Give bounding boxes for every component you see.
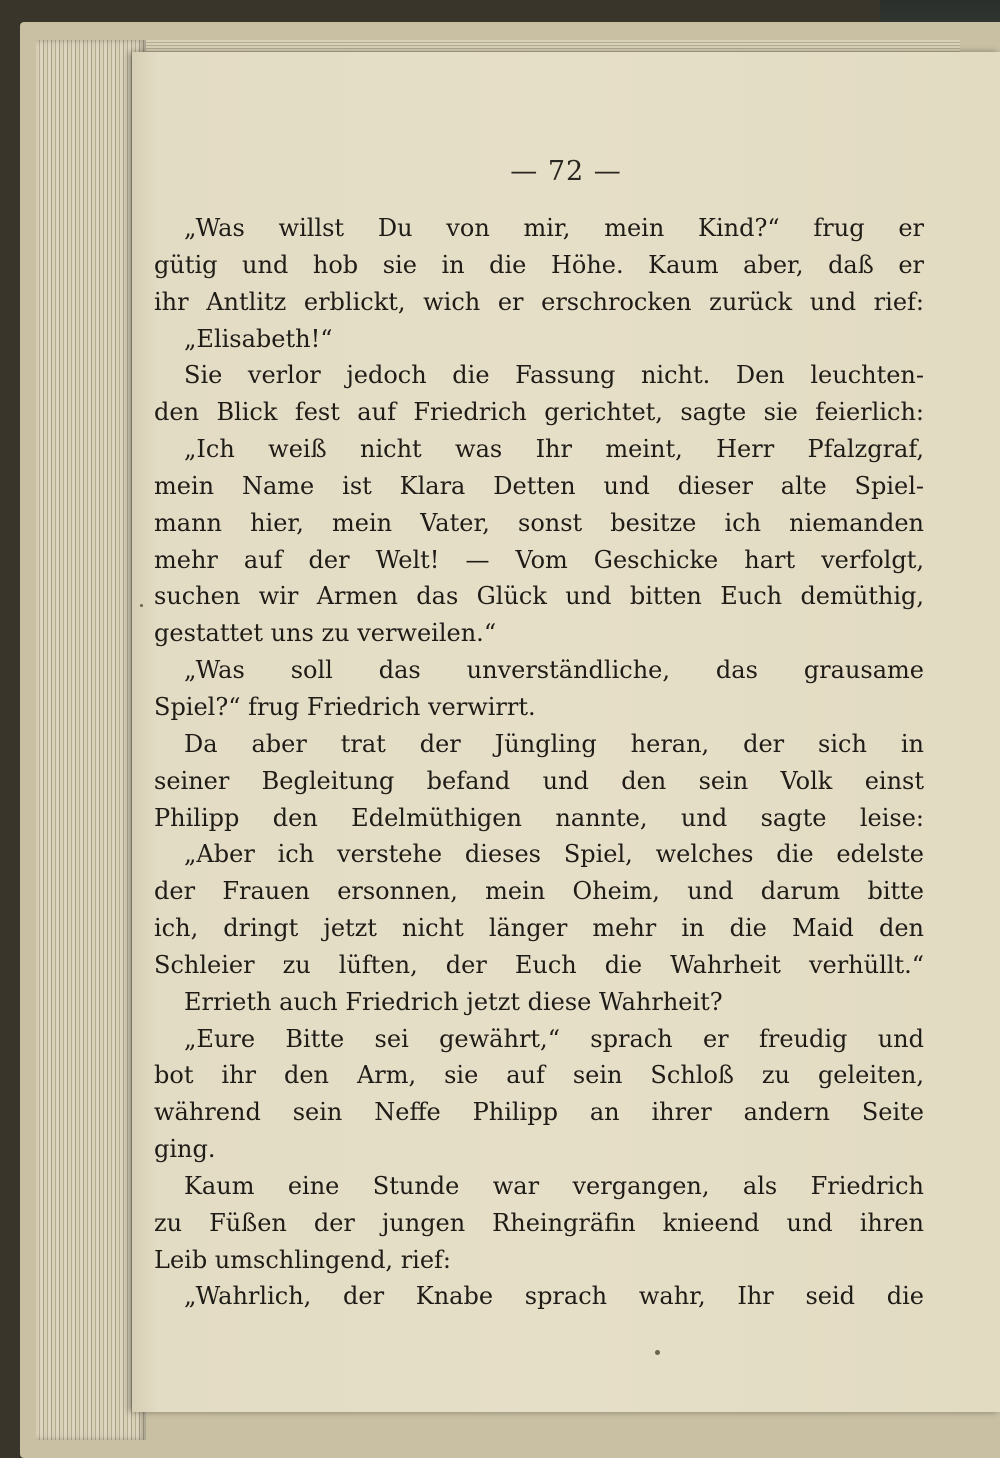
- text-line: den Blick fest auf Friedrich gerichtet, sagte sie feierlich:: [154, 398, 924, 427]
- text-line: gestattet uns zu verweilen.“: [154, 619, 497, 648]
- text-line: der Frauen ersonnen, mein Oheim, und darum bitte: [154, 877, 924, 906]
- text-line: „Elisabeth!“: [184, 324, 333, 353]
- text-line: ich, dringt jetzt nicht länger mehr in die Maid den: [154, 914, 924, 943]
- text-line: „Was willst Du von mir, mein Kind?“ frug er: [184, 214, 924, 242]
- text-line: Sie verlor jedoch die Fassung nicht. Den leuchten-: [184, 361, 924, 390]
- text-line: „Wahrlich, der Knabe sprach wahr, Ihr seid die: [184, 1282, 924, 1311]
- text-line: seiner Begleitung befand und den sein Volk einst: [154, 766, 924, 795]
- text-line: Errieth auch Friedrich jetzt diese Wahrheit?: [184, 987, 723, 1016]
- text-line: „Eure Bitte sei gewährt,“ sprach er freudig und: [184, 1024, 924, 1053]
- text-line: mann hier, mein Vater, sonst besitze ich niemanden: [154, 508, 924, 537]
- text-line: bot ihr den Arm, sie auf sein Schloß zu geleiten,: [154, 1061, 924, 1090]
- body-text: [154, 210, 924, 1315]
- text-line: ihr Antlitz erblickt, wich er erschrocken zurück und rief:: [154, 287, 924, 316]
- page-stack-edges: [36, 40, 146, 1440]
- text-line: gütig und hob sie in die Höhe. Kaum aber, daß er: [154, 250, 924, 279]
- text-line: mein Name ist Klara Detten und dieser alte Spiel-: [154, 471, 924, 500]
- speck: [140, 604, 143, 607]
- text-line: Spiel?“ frug Friedrich verwirrt.: [154, 692, 536, 721]
- text-line: zu Füßen der jungen Rheingräfin knieend und ihren: [154, 1208, 924, 1237]
- text-line: ging.: [154, 1135, 216, 1164]
- text-line: „Ich weiß nicht was Ihr meint, Herr Pfalzgraf,: [184, 435, 924, 464]
- text-line: „Aber ich verstehe dieses Spiel, welches die edelste: [184, 840, 924, 869]
- text-line: während sein Neffe Philipp an ihrer andern Seite: [154, 1098, 924, 1127]
- text-line: Da aber trat der Jüngling heran, der sich in: [184, 729, 924, 758]
- text-line: „Was soll das unverständliche, das grausame: [184, 656, 924, 685]
- text-line: mehr auf der Welt! — Vom Geschicke hart verfolgt,: [154, 545, 924, 574]
- speck: [655, 1350, 660, 1355]
- text-line: Leib umschlingend, rief:: [154, 1245, 452, 1274]
- text-line: Schleier zu lüften, der Euch die Wahrheit verhüllt.“: [154, 950, 924, 979]
- text-line: Philipp den Edelmüthigen nannte, und sagte leise:: [154, 803, 924, 832]
- text-line: Kaum eine Stunde war vergangen, als Friedrich: [184, 1171, 924, 1200]
- text-line: suchen wir Armen das Glück und bitten Euch demüthig,: [154, 582, 924, 611]
- page-number: — 72 —: [510, 156, 622, 187]
